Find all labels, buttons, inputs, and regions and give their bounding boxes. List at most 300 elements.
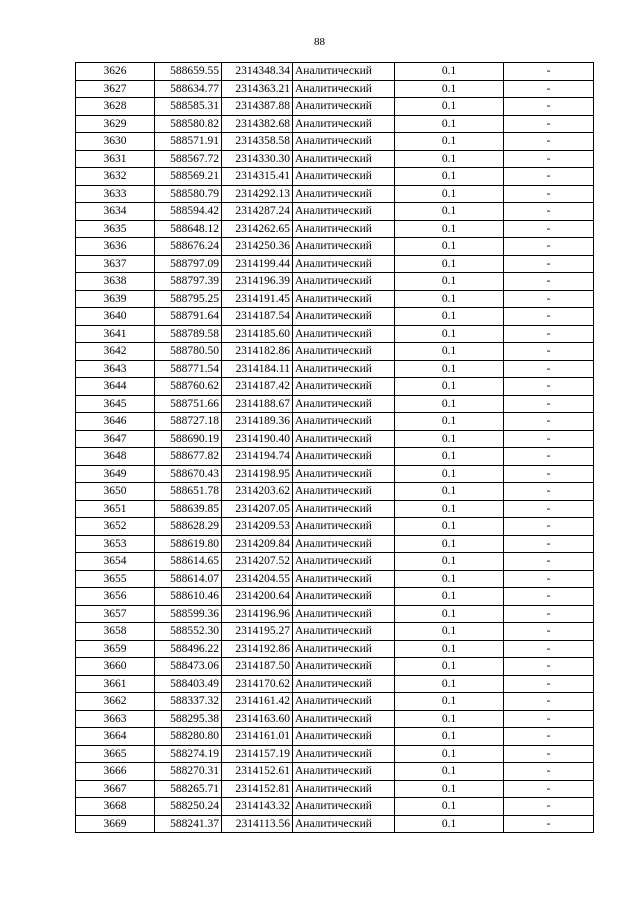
note-cell: - [504,658,594,676]
point-number-cell: 3636 [76,238,155,256]
method-cell: Аналитический [293,798,395,816]
note-cell: - [504,220,594,238]
note-cell: - [504,238,594,256]
x-coordinate-cell: 588659.55 [155,63,222,81]
method-cell: Аналитический [293,570,395,588]
y-coordinate-cell: 2314184.11 [222,360,293,378]
note-cell: - [504,430,594,448]
note-cell: - [504,798,594,816]
x-coordinate-cell: 588651.78 [155,483,222,501]
note-cell: - [504,98,594,116]
point-number-cell: 3633 [76,185,155,203]
accuracy-cell: 0.1 [395,623,504,641]
x-coordinate-cell: 588614.65 [155,553,222,571]
x-coordinate-cell: 588791.64 [155,308,222,326]
point-number-cell: 3629 [76,115,155,133]
x-coordinate-cell: 588648.12 [155,220,222,238]
accuracy-cell: 0.1 [395,203,504,221]
table-row [76,483,594,501]
table-row [76,605,594,623]
table-row [76,150,594,168]
note-cell: - [504,780,594,798]
point-number-cell: 3648 [76,448,155,466]
accuracy-cell: 0.1 [395,220,504,238]
table-row [76,395,594,413]
point-number-cell: 3655 [76,570,155,588]
note-cell: - [504,115,594,133]
x-coordinate-cell: 588473.06 [155,658,222,676]
note-cell: - [504,273,594,291]
x-coordinate-cell: 588250.24 [155,798,222,816]
method-cell: Аналитический [293,763,395,781]
point-number-cell: 3656 [76,588,155,606]
table-row [76,325,594,343]
point-number-cell: 3651 [76,500,155,518]
method-cell: Аналитический [293,430,395,448]
x-coordinate-cell: 588780.50 [155,343,222,361]
note-cell: - [504,728,594,746]
method-cell: Аналитический [293,465,395,483]
method-cell: Аналитический [293,168,395,186]
accuracy-cell: 0.1 [395,63,504,81]
note-cell: - [504,395,594,413]
table-row [76,500,594,518]
method-cell: Аналитический [293,395,395,413]
accuracy-cell: 0.1 [395,465,504,483]
point-number-cell: 3627 [76,80,155,98]
note-cell: - [504,290,594,308]
table-row [76,185,594,203]
y-coordinate-cell: 2314196.39 [222,273,293,291]
x-coordinate-cell: 588337.32 [155,693,222,711]
accuracy-cell: 0.1 [395,500,504,518]
y-coordinate-cell: 2314191.45 [222,290,293,308]
method-cell: Аналитический [293,413,395,431]
x-coordinate-cell: 588676.24 [155,238,222,256]
note-cell: - [504,378,594,396]
note-cell: - [504,745,594,763]
accuracy-cell: 0.1 [395,273,504,291]
note-cell: - [504,535,594,553]
point-number-cell: 3646 [76,413,155,431]
accuracy-cell: 0.1 [395,640,504,658]
note-cell: - [504,710,594,728]
table-row [76,273,594,291]
accuracy-cell: 0.1 [395,728,504,746]
note-cell: - [504,80,594,98]
x-coordinate-cell: 588403.49 [155,675,222,693]
note-cell: - [504,763,594,781]
point-number-cell: 3642 [76,343,155,361]
point-number-cell: 3645 [76,395,155,413]
method-cell: Аналитический [293,640,395,658]
note-cell: - [504,588,594,606]
method-cell: Аналитический [293,710,395,728]
accuracy-cell: 0.1 [395,290,504,308]
y-coordinate-cell: 2314161.42 [222,693,293,711]
y-coordinate-cell: 2314195.27 [222,623,293,641]
accuracy-cell: 0.1 [395,185,504,203]
note-cell: - [504,343,594,361]
accuracy-cell: 0.1 [395,80,504,98]
note-cell: - [504,360,594,378]
table-row [76,570,594,588]
point-number-cell: 3644 [76,378,155,396]
table-row [76,255,594,273]
accuracy-cell: 0.1 [395,115,504,133]
point-number-cell: 3631 [76,150,155,168]
x-coordinate-cell: 588265.71 [155,780,222,798]
point-number-cell: 3652 [76,518,155,536]
y-coordinate-cell: 2314250.36 [222,238,293,256]
method-cell: Аналитический [293,518,395,536]
method-cell: Аналитический [293,780,395,798]
point-number-cell: 3650 [76,483,155,501]
method-cell: Аналитический [293,378,395,396]
accuracy-cell: 0.1 [395,325,504,343]
y-coordinate-cell: 2314209.84 [222,535,293,553]
accuracy-cell: 0.1 [395,413,504,431]
point-number-cell: 3664 [76,728,155,746]
accuracy-cell: 0.1 [395,483,504,501]
table-row [76,203,594,221]
y-coordinate-cell: 2314161.01 [222,728,293,746]
x-coordinate-cell: 588727.18 [155,413,222,431]
y-coordinate-cell: 2314185.60 [222,325,293,343]
x-coordinate-cell: 588241.37 [155,815,222,833]
table-row [76,640,594,658]
method-cell: Аналитический [293,203,395,221]
y-coordinate-cell: 2314182.86 [222,343,293,361]
y-coordinate-cell: 2314170.62 [222,675,293,693]
x-coordinate-cell: 588771.54 [155,360,222,378]
note-cell: - [504,448,594,466]
point-number-cell: 3662 [76,693,155,711]
point-number-cell: 3647 [76,430,155,448]
accuracy-cell: 0.1 [395,588,504,606]
method-cell: Аналитический [293,150,395,168]
y-coordinate-cell: 2314194.74 [222,448,293,466]
note-cell: - [504,185,594,203]
method-cell: Аналитический [293,343,395,361]
accuracy-cell: 0.1 [395,255,504,273]
note-cell: - [504,815,594,833]
accuracy-cell: 0.1 [395,343,504,361]
accuracy-cell: 0.1 [395,395,504,413]
method-cell: Аналитический [293,308,395,326]
method-cell: Аналитический [293,360,395,378]
method-cell: Аналитический [293,500,395,518]
table-row [76,168,594,186]
accuracy-cell: 0.1 [395,308,504,326]
point-number-cell: 3663 [76,710,155,728]
method-cell: Аналитический [293,220,395,238]
method-cell: Аналитический [293,255,395,273]
table-row [76,465,594,483]
accuracy-cell: 0.1 [395,745,504,763]
note-cell: - [504,255,594,273]
point-number-cell: 3668 [76,798,155,816]
table-row [76,693,594,711]
accuracy-cell: 0.1 [395,693,504,711]
table-row [76,133,594,151]
method-cell: Аналитический [293,483,395,501]
y-coordinate-cell: 2314204.55 [222,570,293,588]
table-row [76,448,594,466]
table-row [76,815,594,833]
point-number-cell: 3637 [76,255,155,273]
table-row [76,553,594,571]
accuracy-cell: 0.1 [395,605,504,623]
note-cell: - [504,63,594,81]
x-coordinate-cell: 588795.25 [155,290,222,308]
table-row [76,343,594,361]
table-row [76,518,594,536]
x-coordinate-cell: 588496.22 [155,640,222,658]
x-coordinate-cell: 588760.62 [155,378,222,396]
accuracy-cell: 0.1 [395,150,504,168]
x-coordinate-cell: 588569.21 [155,168,222,186]
point-number-cell: 3632 [76,168,155,186]
note-cell: - [504,150,594,168]
accuracy-cell: 0.1 [395,360,504,378]
note-cell: - [504,675,594,693]
y-coordinate-cell: 2314200.64 [222,588,293,606]
method-cell: Аналитический [293,290,395,308]
x-coordinate-cell: 588594.42 [155,203,222,221]
method-cell: Аналитический [293,693,395,711]
point-number-cell: 3649 [76,465,155,483]
x-coordinate-cell: 588677.82 [155,448,222,466]
accuracy-cell: 0.1 [395,98,504,116]
note-cell: - [504,483,594,501]
accuracy-cell: 0.1 [395,535,504,553]
point-number-cell: 3638 [76,273,155,291]
table-row [76,780,594,798]
note-cell: - [504,640,594,658]
table-row [76,220,594,238]
note-cell: - [504,500,594,518]
method-cell: Аналитический [293,273,395,291]
x-coordinate-cell: 588567.72 [155,150,222,168]
point-number-cell: 3657 [76,605,155,623]
method-cell: Аналитический [293,605,395,623]
note-cell: - [504,325,594,343]
table-row [76,308,594,326]
note-cell: - [504,605,594,623]
y-coordinate-cell: 2314143.32 [222,798,293,816]
y-coordinate-cell: 2314382.68 [222,115,293,133]
method-cell: Аналитический [293,133,395,151]
y-coordinate-cell: 2314315.41 [222,168,293,186]
y-coordinate-cell: 2314358.58 [222,133,293,151]
method-cell: Аналитический [293,98,395,116]
accuracy-cell: 0.1 [395,168,504,186]
accuracy-cell: 0.1 [395,430,504,448]
y-coordinate-cell: 2314192.86 [222,640,293,658]
note-cell: - [504,623,594,641]
y-coordinate-cell: 2314348.34 [222,63,293,81]
accuracy-cell: 0.1 [395,553,504,571]
table-row [76,98,594,116]
page-number: 88 [314,36,325,48]
method-cell: Аналитический [293,238,395,256]
accuracy-cell: 0.1 [395,570,504,588]
point-number-cell: 3654 [76,553,155,571]
method-cell: Аналитический [293,535,395,553]
x-coordinate-cell: 588789.58 [155,325,222,343]
table-row [76,588,594,606]
x-coordinate-cell: 588751.66 [155,395,222,413]
point-number-cell: 3635 [76,220,155,238]
x-coordinate-cell: 588614.07 [155,570,222,588]
x-coordinate-cell: 588610.46 [155,588,222,606]
note-cell: - [504,465,594,483]
point-number-cell: 3660 [76,658,155,676]
point-number-cell: 3666 [76,763,155,781]
point-number-cell: 3626 [76,63,155,81]
x-coordinate-cell: 588552.30 [155,623,222,641]
accuracy-cell: 0.1 [395,815,504,833]
y-coordinate-cell: 2314157.19 [222,745,293,763]
table-row [76,763,594,781]
table-row [76,63,594,81]
x-coordinate-cell: 588619.80 [155,535,222,553]
table-row [76,238,594,256]
x-coordinate-cell: 588580.82 [155,115,222,133]
table-row [76,360,594,378]
accuracy-cell: 0.1 [395,378,504,396]
method-cell: Аналитический [293,745,395,763]
table-row [76,535,594,553]
y-coordinate-cell: 2314292.13 [222,185,293,203]
point-number-cell: 3630 [76,133,155,151]
x-coordinate-cell: 588690.19 [155,430,222,448]
note-cell: - [504,693,594,711]
method-cell: Аналитический [293,553,395,571]
coordinates-table-body [76,63,594,833]
y-coordinate-cell: 2314113.56 [222,815,293,833]
method-cell: Аналитический [293,448,395,466]
note-cell: - [504,168,594,186]
x-coordinate-cell: 588571.91 [155,133,222,151]
y-coordinate-cell: 2314196.96 [222,605,293,623]
table-row [76,430,594,448]
y-coordinate-cell: 2314203.62 [222,483,293,501]
x-coordinate-cell: 588295.38 [155,710,222,728]
point-number-cell: 3658 [76,623,155,641]
point-number-cell: 3640 [76,308,155,326]
method-cell: Аналитический [293,63,395,81]
table-row [76,658,594,676]
table-row [76,710,594,728]
y-coordinate-cell: 2314330.30 [222,150,293,168]
point-number-cell: 3639 [76,290,155,308]
y-coordinate-cell: 2314207.05 [222,500,293,518]
y-coordinate-cell: 2314287.24 [222,203,293,221]
note-cell: - [504,553,594,571]
y-coordinate-cell: 2314188.67 [222,395,293,413]
point-number-cell: 3643 [76,360,155,378]
x-coordinate-cell: 588797.09 [155,255,222,273]
accuracy-cell: 0.1 [395,780,504,798]
y-coordinate-cell: 2314199.44 [222,255,293,273]
accuracy-cell: 0.1 [395,798,504,816]
x-coordinate-cell: 588585.31 [155,98,222,116]
note-cell: - [504,413,594,431]
table-row [76,745,594,763]
point-number-cell: 3667 [76,780,155,798]
note-cell: - [504,570,594,588]
note-cell: - [504,308,594,326]
table-row [76,728,594,746]
point-number-cell: 3669 [76,815,155,833]
method-cell: Аналитический [293,623,395,641]
accuracy-cell: 0.1 [395,658,504,676]
y-coordinate-cell: 2314163.60 [222,710,293,728]
table-row [76,798,594,816]
x-coordinate-cell: 588270.31 [155,763,222,781]
point-number-cell: 3665 [76,745,155,763]
y-coordinate-cell: 2314187.54 [222,308,293,326]
table-row [76,115,594,133]
y-coordinate-cell: 2314152.81 [222,780,293,798]
table-row [76,675,594,693]
table-row [76,413,594,431]
accuracy-cell: 0.1 [395,133,504,151]
note-cell: - [504,203,594,221]
point-number-cell: 3634 [76,203,155,221]
point-number-cell: 3661 [76,675,155,693]
accuracy-cell: 0.1 [395,675,504,693]
x-coordinate-cell: 588670.43 [155,465,222,483]
method-cell: Аналитический [293,815,395,833]
coordinates-table [75,62,594,833]
method-cell: Аналитический [293,658,395,676]
x-coordinate-cell: 588634.77 [155,80,222,98]
x-coordinate-cell: 588797.39 [155,273,222,291]
y-coordinate-cell: 2314209.53 [222,518,293,536]
table-row [76,80,594,98]
point-number-cell: 3653 [76,535,155,553]
method-cell: Аналитический [293,588,395,606]
point-number-cell: 3659 [76,640,155,658]
point-number-cell: 3641 [76,325,155,343]
method-cell: Аналитический [293,325,395,343]
y-coordinate-cell: 2314363.21 [222,80,293,98]
point-number-cell: 3628 [76,98,155,116]
table-row [76,623,594,641]
y-coordinate-cell: 2314207.52 [222,553,293,571]
x-coordinate-cell: 588628.29 [155,518,222,536]
y-coordinate-cell: 2314387.88 [222,98,293,116]
x-coordinate-cell: 588639.85 [155,500,222,518]
table-row [76,378,594,396]
accuracy-cell: 0.1 [395,448,504,466]
y-coordinate-cell: 2314190.40 [222,430,293,448]
accuracy-cell: 0.1 [395,710,504,728]
method-cell: Аналитический [293,185,395,203]
method-cell: Аналитический [293,675,395,693]
accuracy-cell: 0.1 [395,518,504,536]
x-coordinate-cell: 588599.36 [155,605,222,623]
note-cell: - [504,518,594,536]
x-coordinate-cell: 588580.79 [155,185,222,203]
method-cell: Аналитический [293,115,395,133]
y-coordinate-cell: 2314152.61 [222,763,293,781]
note-cell: - [504,133,594,151]
y-coordinate-cell: 2314189.36 [222,413,293,431]
